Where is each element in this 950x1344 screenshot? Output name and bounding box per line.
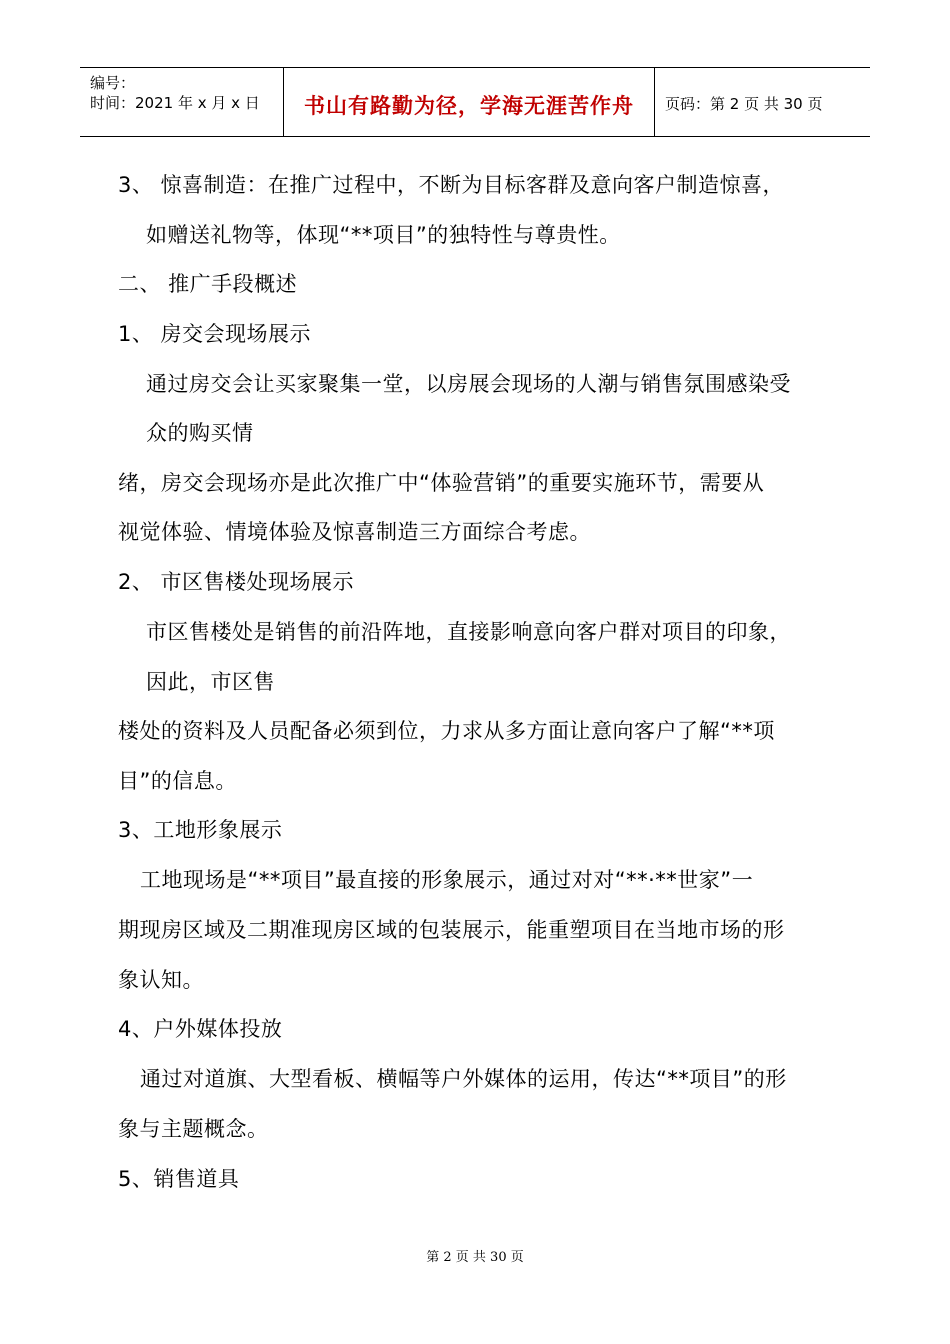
body-line: 绪，房交会现场亦是此次推广中“体验营销”的重要实施环节，需要从 [118, 471, 765, 495]
header-left-cell [80, 68, 284, 136]
body-line: 象认知。 [118, 968, 204, 992]
page-header [80, 67, 870, 137]
body-line: 众的购买情 [146, 421, 254, 445]
body-line: 楼处的资料及人员配备必须到位，力求从多方面让意向客户了解“**项 [118, 719, 775, 743]
body-line: 通过对道旗、大型看板、横幅等户外媒体的运用，传达“**项目”的形 [140, 1067, 787, 1091]
page-footer: 第 2 页 共 30 页 [426, 1250, 524, 1265]
body-line: 3、 惊喜制造：在推广过程中，不断为目标客群及意向客户制造惊喜， [118, 173, 785, 197]
body-line: 目”的信息。 [118, 769, 237, 793]
header-page-info: 页码：第 2 页 共 30 页 [665, 95, 823, 113]
body-line: 市区售楼处是销售的前沿阵地，直接影响意向客户群对项目的印象， [146, 620, 791, 644]
header-right-cell [655, 68, 870, 136]
body-line: 工地现场是“**项目”最直接的形象展示，通过对对“**·**世家”一 [140, 868, 754, 892]
subsection-heading: 2、 市区售楼处现场展示 [118, 570, 355, 594]
body-line: 视觉体验、情境体验及惊喜制造三方面综合考虑。 [118, 520, 591, 544]
header-motto: 书山有路勤为径，学海无涯苦作舟 [304, 93, 634, 118]
document-time-label: 时间：2021 年 x 月 x 日 [90, 94, 260, 112]
subsection-heading: 4、户外媒体投放 [118, 1017, 283, 1041]
body-line: 通过房交会让买家聚集一堂，以房展会现场的人潮与销售氛围感染受 [146, 372, 791, 396]
subsection-heading: 1、 房交会现场展示 [118, 322, 312, 346]
body-line: 象与主题概念。 [118, 1117, 269, 1141]
header-middle-cell [284, 68, 655, 136]
document-number-label: 编号： [90, 74, 136, 92]
section-heading: 二、 推广手段概述 [118, 272, 298, 296]
subsection-heading: 3、工地形象展示 [118, 818, 283, 842]
body-line: 如赠送礼物等，体现“**项目”的独特性与尊贵性。 [146, 223, 621, 247]
body-line: 因此，市区售 [146, 670, 275, 694]
subsection-heading: 5、销售道具 [118, 1167, 240, 1191]
body-line: 期现房区域及二期准现房区域的包装展示，能重塑项目在当地市场的形 [118, 918, 785, 942]
